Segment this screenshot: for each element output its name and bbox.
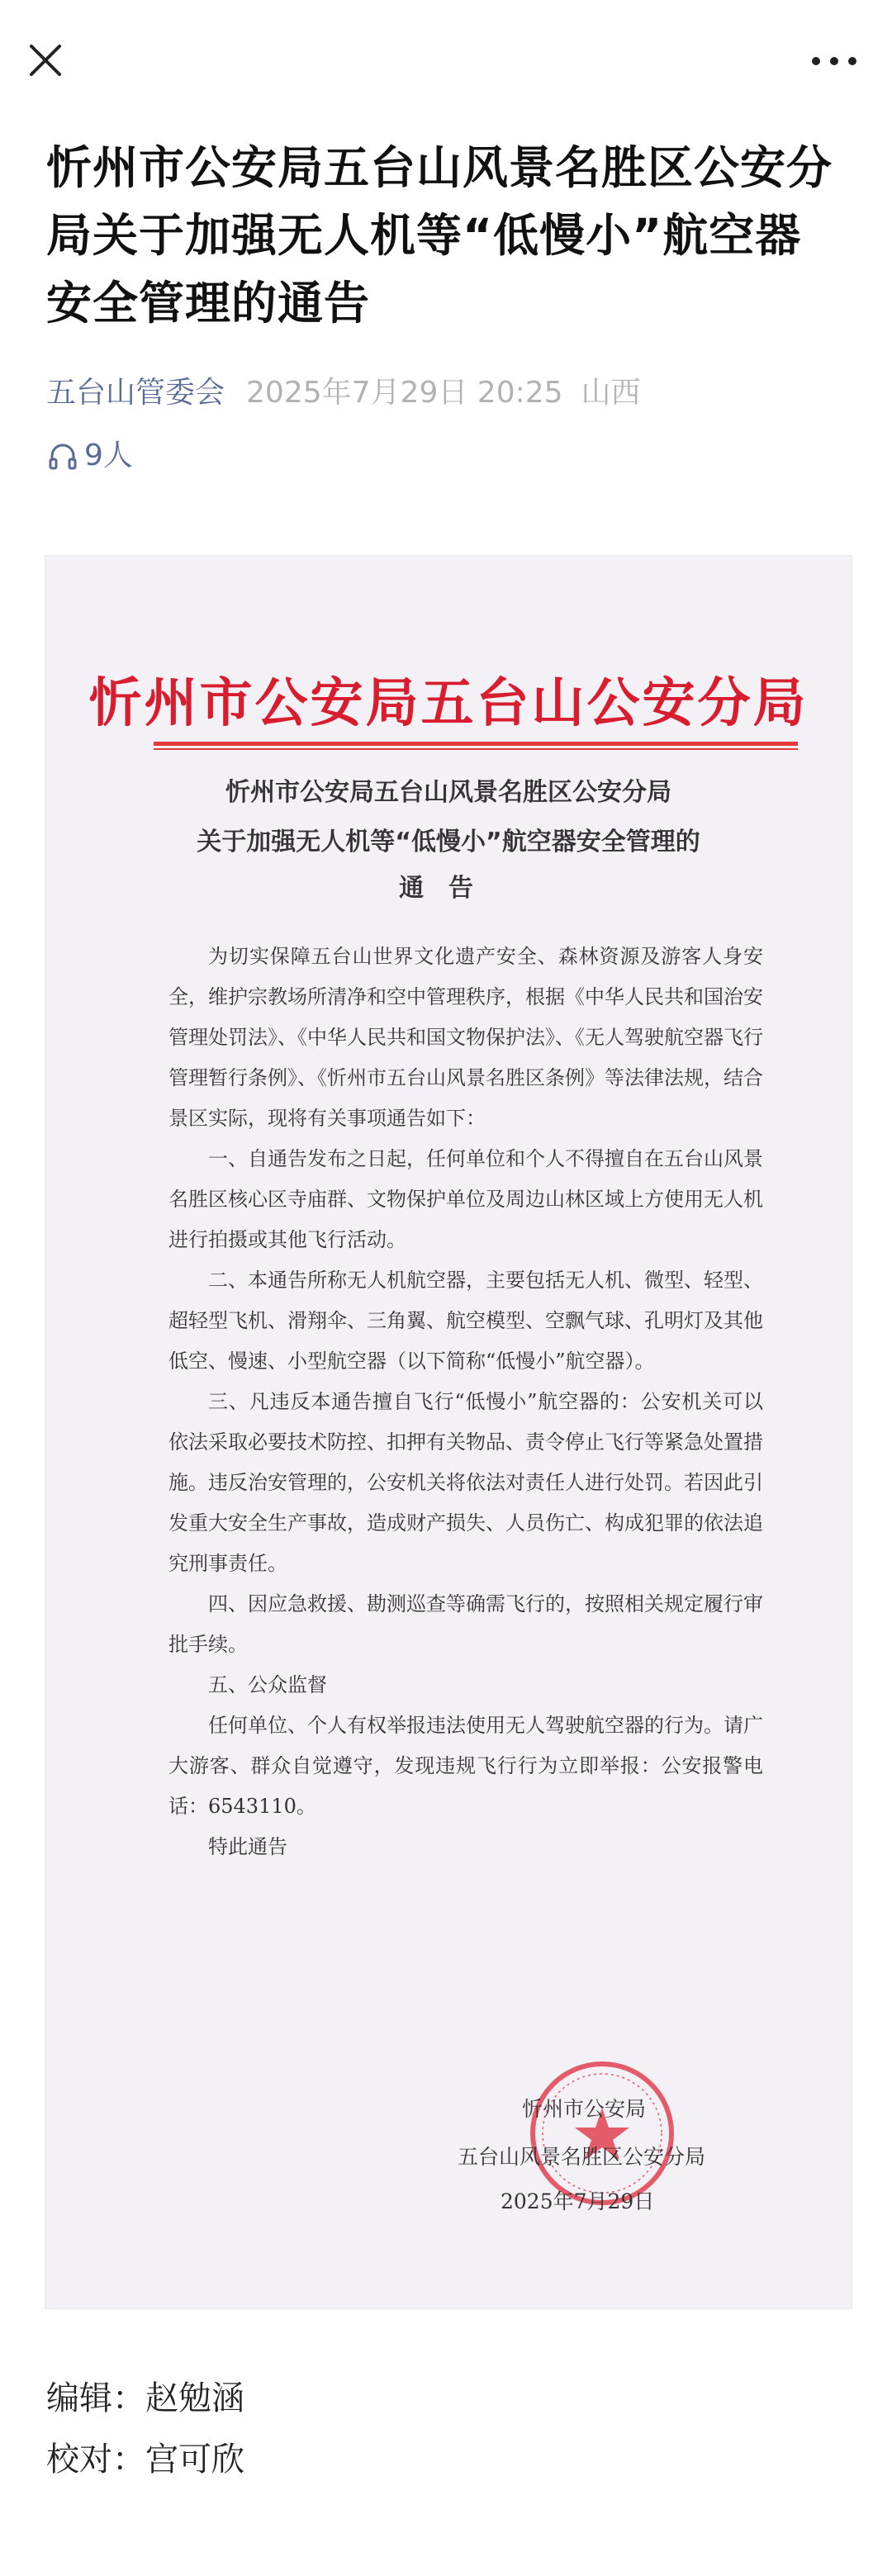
body-paragraph: 三、凡违反本通告擅自飞行“低慢小”航空器的：公安机关可以依法采取必要技术防控、扣押有关物品、责令停止飞行等紧急处置措施。违反治安管理的，公安机关将依法对责任人进行处罚。若因此引发重大安全生产事故，造成财产损失、人员伤亡、构成犯罪的依法追究刑事责任。 (168, 1390, 763, 1575)
top-bar (0, 0, 892, 124)
editor-credit: 编辑：赵勉涵 (46, 2379, 244, 2417)
body-paragraph: 任何单位、个人有权举报违法使用无人驾驶航空器的行为。请广大游客、群众自觉遵守，发现违规飞行行为立即举报：公安报警电话：6543110。 (168, 1714, 763, 1818)
document-subtitle-line2: 关于加强无人机等“低慢小”航空器安全管理的 (197, 828, 700, 856)
notice-document-image (45, 555, 852, 2309)
article-meta (46, 368, 856, 418)
more-icon[interactable] (809, 53, 859, 69)
listen-count[interactable] (46, 431, 133, 481)
signature-date: 2025年7月29日 (501, 2189, 655, 2213)
signature-org-line1: 忻州市公安局 (522, 2097, 647, 2121)
article-title: 忻州市公安局五台山风景名胜区公安分局关于加强无人机等“低慢小”航空器安全管理的通告 (46, 141, 833, 330)
listen-count-label: 9人 (84, 439, 133, 472)
publish-date: 2025年7月29日 20:25 (246, 376, 563, 410)
body-paragraph: 二、本通告所称无人机航空器，主要包括无人机、微型、轻型、超轻型飞机、滑翔伞、三角翼、航空模型、空飘气球、孔明灯及其他低空、慢速、小型航空器（以下简称“低慢小”航空器）。 (168, 1269, 763, 1373)
proofreader-credit: 校对：宫可欣 (46, 2441, 244, 2479)
header-rule-thin (154, 748, 798, 750)
body-paragraph: 特此通告 (208, 1835, 287, 1858)
headphones-icon (46, 439, 79, 472)
document-subtitle-line1: 忻州市公安局五台山风景名胜区公安分局 (225, 778, 671, 807)
document-header: 忻州市公安局五台山公安分局 (88, 672, 809, 734)
body-paragraph: 五、公众监督 (208, 1673, 327, 1696)
document-body (168, 937, 763, 1867)
body-paragraph: 为切实保障五台山世界文化遗产安全、森林资源及游客人身安全，维护宗教场所清净和空中管理秩序，根据《中华人民共和国治安管理处罚法》、《中华人民共和国文物保护法》、《无人驾驶航空器飞行管理暂行条例》、《忻州市五台山风景名胜区条例》等法律法规，结合景区实际，现将有关事项通告如下： (168, 945, 763, 1130)
header-rule (154, 742, 798, 746)
close-icon[interactable] (25, 40, 66, 81)
account-name-link[interactable]: 五台山管委会 (46, 376, 225, 410)
body-paragraph: 四、因应急救援、勘测巡查等确需飞行的，按照相关规定履行审批手续。 (168, 1592, 763, 1656)
signature-org-line2: 五台山风景名胜区公安分局 (458, 2145, 706, 2169)
body-paragraph: 一、自通告发布之日起，任何单位和个人不得擅自在五台山风景名胜区核心区寺庙群、文物保护单位及周边山林区域上方使用无人机进行拍摄或其他飞行活动。 (168, 1147, 763, 1251)
region-label: 山西 (581, 376, 641, 410)
document-subtitle-line3: 通告 (399, 874, 498, 903)
